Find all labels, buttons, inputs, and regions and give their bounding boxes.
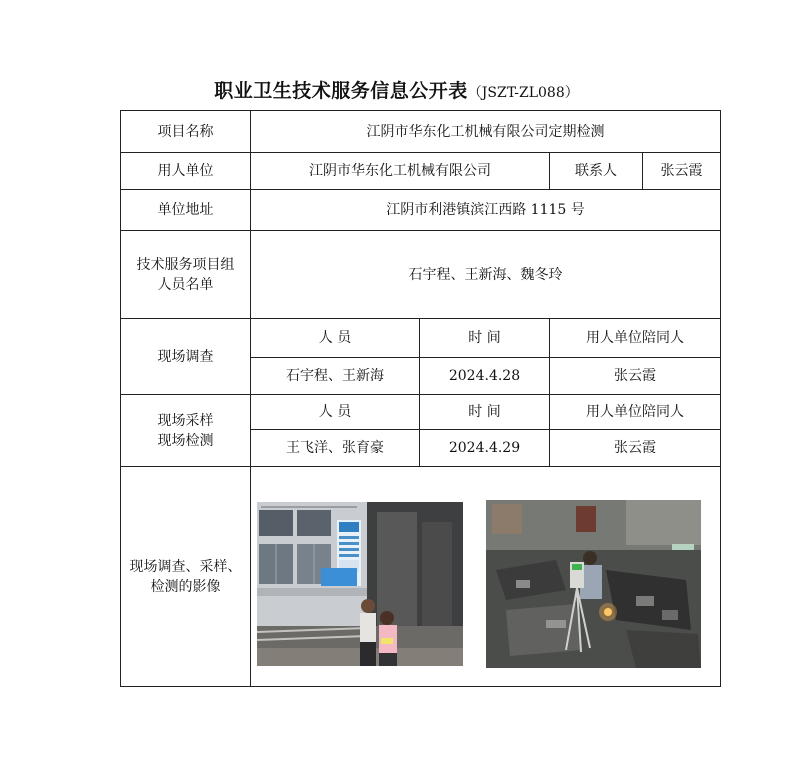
row-sampling-header bbox=[121, 395, 721, 430]
images-label-line1: 现场调查、采样、 bbox=[129, 558, 242, 575]
site-survey-photo bbox=[257, 502, 463, 666]
sampling-label-line2: 现场检测 bbox=[157, 432, 214, 449]
row-employer bbox=[121, 153, 721, 190]
site-sampling-photo-image bbox=[486, 500, 701, 668]
project-name-label: 项目名称 bbox=[121, 111, 251, 153]
sampling-col-personnel: 人 员 bbox=[251, 395, 420, 430]
survey-time: 2024.4.28 bbox=[420, 358, 550, 395]
images-label-line2: 检测的影像 bbox=[150, 578, 221, 595]
row-survey-header bbox=[121, 319, 721, 358]
sampling-escort: 张云霞 bbox=[550, 430, 721, 467]
site-survey-photo-image bbox=[257, 502, 463, 666]
survey-label: 现场调查 bbox=[121, 319, 251, 395]
survey-personnel: 石宇程、王新海 bbox=[251, 358, 420, 395]
row-team bbox=[121, 231, 721, 319]
team-value: 石宇程、王新海、魏冬玲 bbox=[251, 231, 721, 319]
team-label bbox=[121, 231, 251, 319]
photo-area bbox=[251, 468, 720, 686]
survey-col-personnel: 人 员 bbox=[251, 319, 420, 358]
address-value: 江阴市利港镇滨江西路 1115 号 bbox=[251, 190, 721, 231]
address-label: 单位地址 bbox=[121, 190, 251, 231]
survey-escort: 张云霞 bbox=[550, 358, 721, 395]
employer-label: 用人单位 bbox=[121, 153, 251, 190]
images-label bbox=[121, 467, 251, 687]
sampling-time: 2024.4.29 bbox=[420, 430, 550, 467]
title-text: 职业卫生技术服务信息公开表 bbox=[214, 80, 468, 102]
survey-col-time: 时 间 bbox=[420, 319, 550, 358]
team-label-line1: 技术服务项目组 bbox=[136, 256, 235, 273]
site-sampling-photo bbox=[486, 500, 701, 668]
project-name-value: 江阴市华东化工机械有限公司定期检测 bbox=[251, 111, 721, 153]
sampling-col-time: 时 间 bbox=[420, 395, 550, 430]
document-title bbox=[0, 76, 793, 103]
sampling-label bbox=[121, 395, 251, 467]
contact-label: 联系人 bbox=[550, 153, 643, 190]
sampling-label-line1: 现场采样 bbox=[157, 412, 214, 429]
survey-col-escort: 用人单位陪同人 bbox=[550, 319, 721, 358]
row-address bbox=[121, 190, 721, 231]
row-images bbox=[121, 467, 721, 687]
team-label-line2: 人员名单 bbox=[157, 276, 214, 293]
row-project-name bbox=[121, 111, 721, 153]
sampling-personnel: 王飞洋、张育豪 bbox=[251, 430, 420, 467]
sampling-col-escort: 用人单位陪同人 bbox=[550, 395, 721, 430]
employer-value: 江阴市华东化工机械有限公司 bbox=[251, 153, 550, 190]
images-cell bbox=[251, 467, 721, 687]
info-table bbox=[120, 110, 721, 687]
document-code: （JSZT-ZL088） bbox=[467, 85, 579, 101]
contact-value: 张云霞 bbox=[643, 153, 721, 190]
